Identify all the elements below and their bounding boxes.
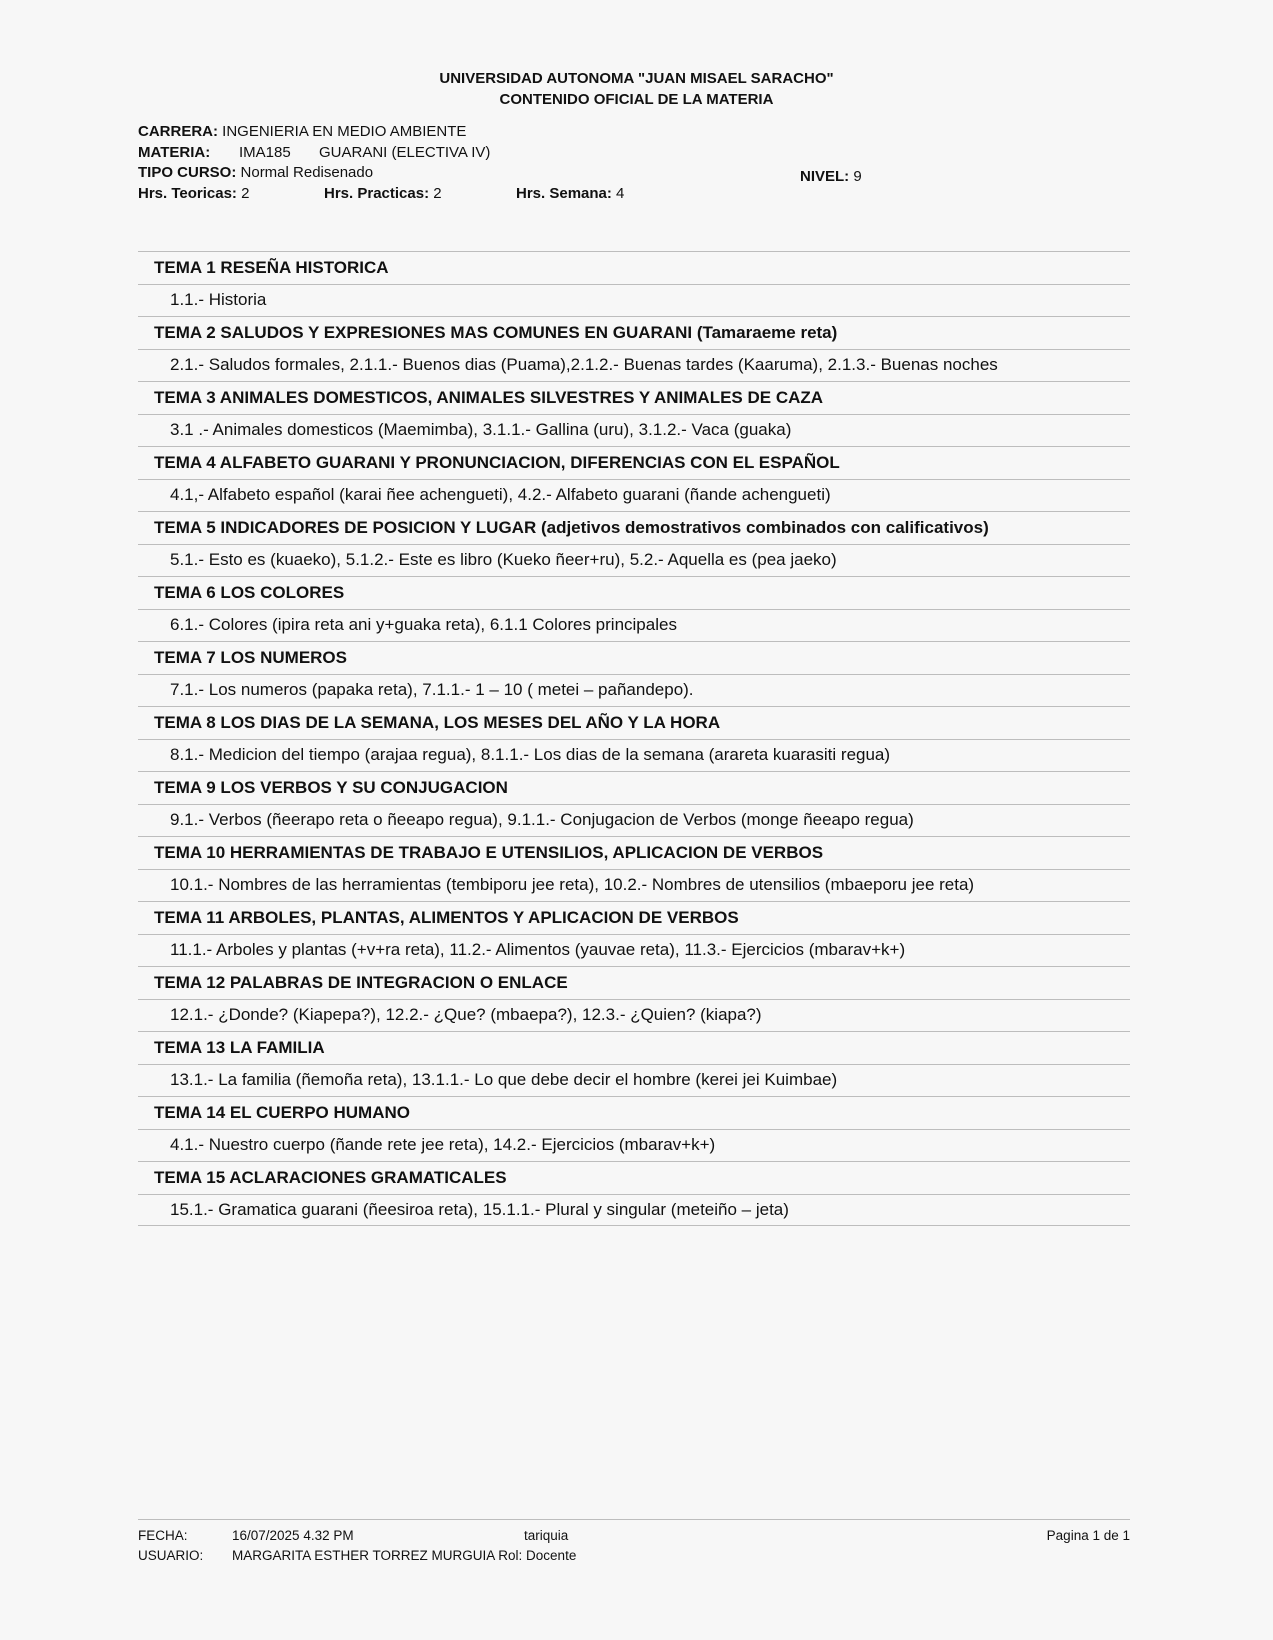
page-number: Pagina 1 de 1 [1046,1528,1130,1543]
footer-divider [138,1519,1130,1520]
topic-content: 6.1.- Colores (ipira reta ani y+guaka reta), 6.1.1 Colores principales [138,609,1130,642]
topic-title: TEMA 9 LOS VERBOS Y SU CONJUGACION [138,771,1130,804]
fecha-value: 16/07/2025 4.32 PM [232,1528,354,1543]
teoricas-label: Hrs. Teoricas: [138,184,237,202]
document-footer [138,1526,1130,1566]
topic-title: TEMA 15 ACLARACIONES GRAMATICALES [138,1161,1130,1194]
document-header [0,68,1273,110]
topics-list [138,251,1130,1226]
semana-label: Hrs. Semana: [516,184,612,202]
topic-title: TEMA 5 INDICADORES DE POSICION Y LUGAR (adjetivos demostrativos combinados con calificativos) [138,511,1130,544]
topic-content: 10.1.- Nombres de las herramientas (tembiporu jee reta), 10.2.- Nombres de utensilios (mbaeporu jee reta) [138,869,1130,902]
topic-content: 1.1.- Historia [138,284,1130,317]
topic-title: TEMA 14 EL CUERPO HUMANO [138,1096,1130,1129]
topic-content: 13.1.- La familia (ñemoña reta), 13.1.1.- Lo que debe decir el hombre (kerei jei Kuimbae) [138,1064,1130,1097]
usuario-value: MARGARITA ESTHER TORREZ MURGUIA Rol: Docente [232,1548,577,1563]
carrera-label: CARRERA: [138,123,218,140]
carrera-value: INGENIERIA EN MEDIO AMBIENTE [222,123,467,140]
footer-row-2 [138,1546,1130,1566]
topic-content: 2.1.- Saludos formales, 2.1.1.- Buenos dias (Puama),2.1.2.- Buenas tardes (Kaaruma), 2.1.3.- Buenas noches [138,349,1130,382]
teoricas-value: 2 [241,184,250,202]
topic-content: 15.1.- Gramatica guarani (ñeesiroa reta), 15.1.1.- Plural y singular (meteiño – jeta) [138,1194,1130,1227]
topic-content: 9.1.- Verbos (ñeerapo reta o ñeeapo regua), 9.1.1.- Conjugacion de Verbos (monge ñeeapo regua) [138,804,1130,837]
usuario-label: USUARIO: [138,1548,204,1563]
location: tariquia [524,1528,569,1543]
topic-title: TEMA 10 HERRAMIENTAS DE TRABAJO E UTENSILIOS, APLICACION DE VERBOS [138,836,1130,869]
materia-label: MATERIA: [138,143,211,161]
document-title: CONTENIDO OFICIAL DE LA MATERIA [499,91,774,108]
tipo-curso-label: TIPO CURSO: [138,164,237,181]
tipo-curso-row [138,163,1138,184]
topic-title: TEMA 3 ANIMALES DOMESTICOS, ANIMALES SILVESTRES Y ANIMALES DE CAZA [138,381,1130,414]
topic-content: 4.1,- Alfabeto español (karai ñee achengueti), 4.2.- Alfabeto guarani (ñande achengueti) [138,479,1130,512]
course-info [138,122,1138,204]
fecha-label: FECHA: [138,1528,188,1543]
practicas-value: 2 [433,184,442,202]
semana-value: 4 [616,184,625,202]
topic-content: 12.1.- ¿Donde? (Kiapepa?), 12.2.- ¿Que? (mbaepa?), 12.3.- ¿Quien? (kiapa?) [138,999,1130,1032]
topic-title: TEMA 2 SALUDOS Y EXPRESIONES MAS COMUNES EN GUARANI (Tamaraeme reta) [138,316,1130,349]
topic-title: TEMA 6 LOS COLORES [138,576,1130,609]
topic-content: 5.1.- Esto es (kuaeko), 5.1.2.- Este es libro (Kueko ñeer+ru), 5.2.- Aquella es (pea jaeko) [138,544,1130,577]
topic-title: TEMA 8 LOS DIAS DE LA SEMANA, LOS MESES DEL AÑO Y LA HORA [138,706,1130,739]
tipo-curso-value: Normal Redisenado [240,164,374,181]
hours-row [138,184,1138,205]
nivel-value: 9 [853,168,862,185]
materia-row [138,143,1138,164]
footer-row-1 [138,1526,1130,1546]
topic-title: TEMA 1 RESEÑA HISTORICA [138,251,1130,284]
materia-code: IMA185 [239,143,291,161]
topic-content: 3.1 .- Animales domesticos (Maemimba), 3.1.1.- Gallina (uru), 3.1.2.- Vaca (guaka) [138,414,1130,447]
topic-content: 7.1.- Los numeros (papaka reta), 7.1.1.- 1 – 10 ( metei – pañandepo). [138,674,1130,707]
topic-title: TEMA 11 ARBOLES, PLANTAS, ALIMENTOS Y APLICACION DE VERBOS [138,901,1130,934]
practicas-label: Hrs. Practicas: [324,184,430,202]
topic-title: TEMA 4 ALFABETO GUARANI Y PRONUNCIACION, DIFERENCIAS CON EL ESPAÑOL [138,446,1130,479]
topic-title: TEMA 13 LA FAMILIA [138,1031,1130,1064]
topic-content: 8.1.- Medicion del tiempo (arajaa regua), 8.1.1.- Los dias de la semana (arareta kuarasiti regua) [138,739,1130,772]
nivel-label: NIVEL: [800,168,850,185]
topic-title: TEMA 7 LOS NUMEROS [138,641,1130,674]
topic-content: 4.1.- Nuestro cuerpo (ñande rete jee reta), 14.2.- Ejercicios (mbarav+k+) [138,1129,1130,1162]
topic-title: TEMA 12 PALABRAS DE INTEGRACION O ENLACE [138,966,1130,999]
materia-name: GUARANI (ELECTIVA IV) [319,143,491,161]
university-name: UNIVERSIDAD AUTONOMA "JUAN MISAEL SARACHO" [439,70,834,87]
carrera-row [138,122,1138,143]
topic-content: 11.1.- Arboles y plantas (+v+ra reta), 11.2.- Alimentos (yauvae reta), 11.3.- Ejercicios (mbarav+k+) [138,934,1130,967]
